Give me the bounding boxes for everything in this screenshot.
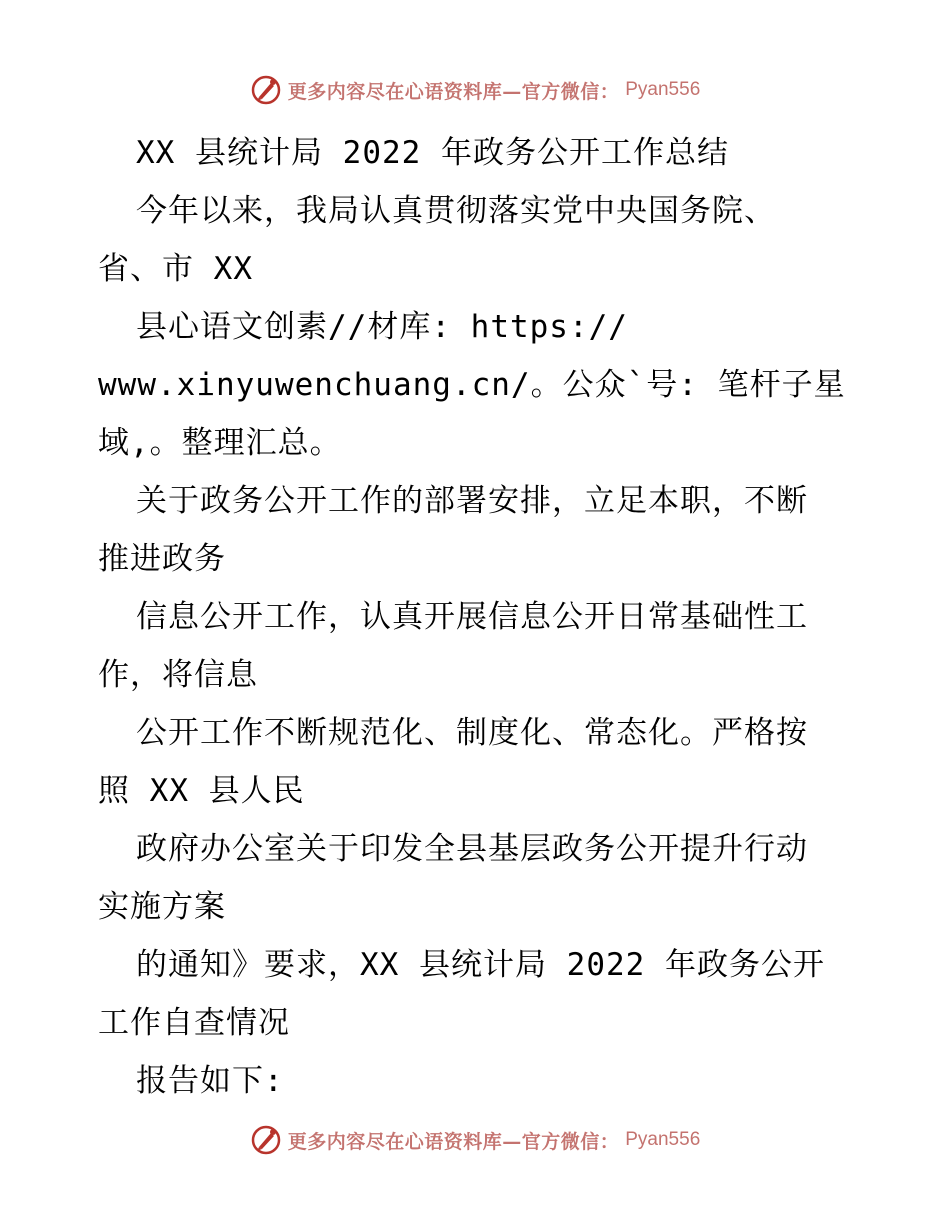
- paragraph-line: 的通知》要求，XX 县统计局 2022 年政务公开: [136, 947, 825, 983]
- paragraph-line: 报告如下:: [136, 1063, 284, 1099]
- paragraph-line: 域,。整理汇总。: [98, 425, 342, 461]
- paragraph-line: 照 XX 县人民: [98, 773, 305, 809]
- footer-banner-content: [250, 1124, 701, 1156]
- paragraph-line: 关于政务公开工作的部署安排，立足本职，不断: [136, 483, 808, 519]
- document-body: [98, 124, 858, 1110]
- header-banner-text: 更多内容尽在心语资料库—官方微信：: [287, 80, 620, 103]
- paragraph-line: 政府办公室关于印发全县基层政务公开提升行动: [136, 831, 808, 867]
- paragraph-line: 信息公开工作，认真开展信息公开日常基础性工: [136, 599, 808, 635]
- footer-banner-text: 更多内容尽在心语资料库—官方微信：: [287, 1130, 620, 1153]
- paragraph-line: www.xinyuwenchuang.cn/。公众`号: 笔杆子星: [98, 367, 846, 403]
- paragraph-line: 实施方案: [98, 889, 226, 925]
- paragraph-line: 推进政务: [98, 541, 226, 577]
- footer-banner-account: Pyan556: [625, 1129, 701, 1150]
- paragraph-line: 省、市 XX: [98, 251, 253, 287]
- quill-pen-logo-icon: [250, 1124, 282, 1156]
- quill-pen-logo-icon: [250, 74, 282, 106]
- footer-banner: [0, 1120, 950, 1160]
- paragraph-line: 工作自查情况: [98, 1005, 290, 1041]
- paragraph-line: 作，将信息: [98, 657, 258, 693]
- paragraph-line: 公开工作不断规范化、制度化、常态化。严格按: [136, 715, 808, 751]
- header-banner-account: Pyan556: [625, 79, 701, 100]
- paragraph-line: 今年以来，我局认真贯彻落实党中央国务院、: [136, 193, 776, 229]
- document-title: XX 县统计局 2022 年政务公开工作总结: [136, 135, 729, 171]
- header-banner: [0, 70, 950, 110]
- paragraph-line: 县心语文创素//材库: https://: [136, 309, 628, 345]
- header-banner-content: [250, 74, 701, 106]
